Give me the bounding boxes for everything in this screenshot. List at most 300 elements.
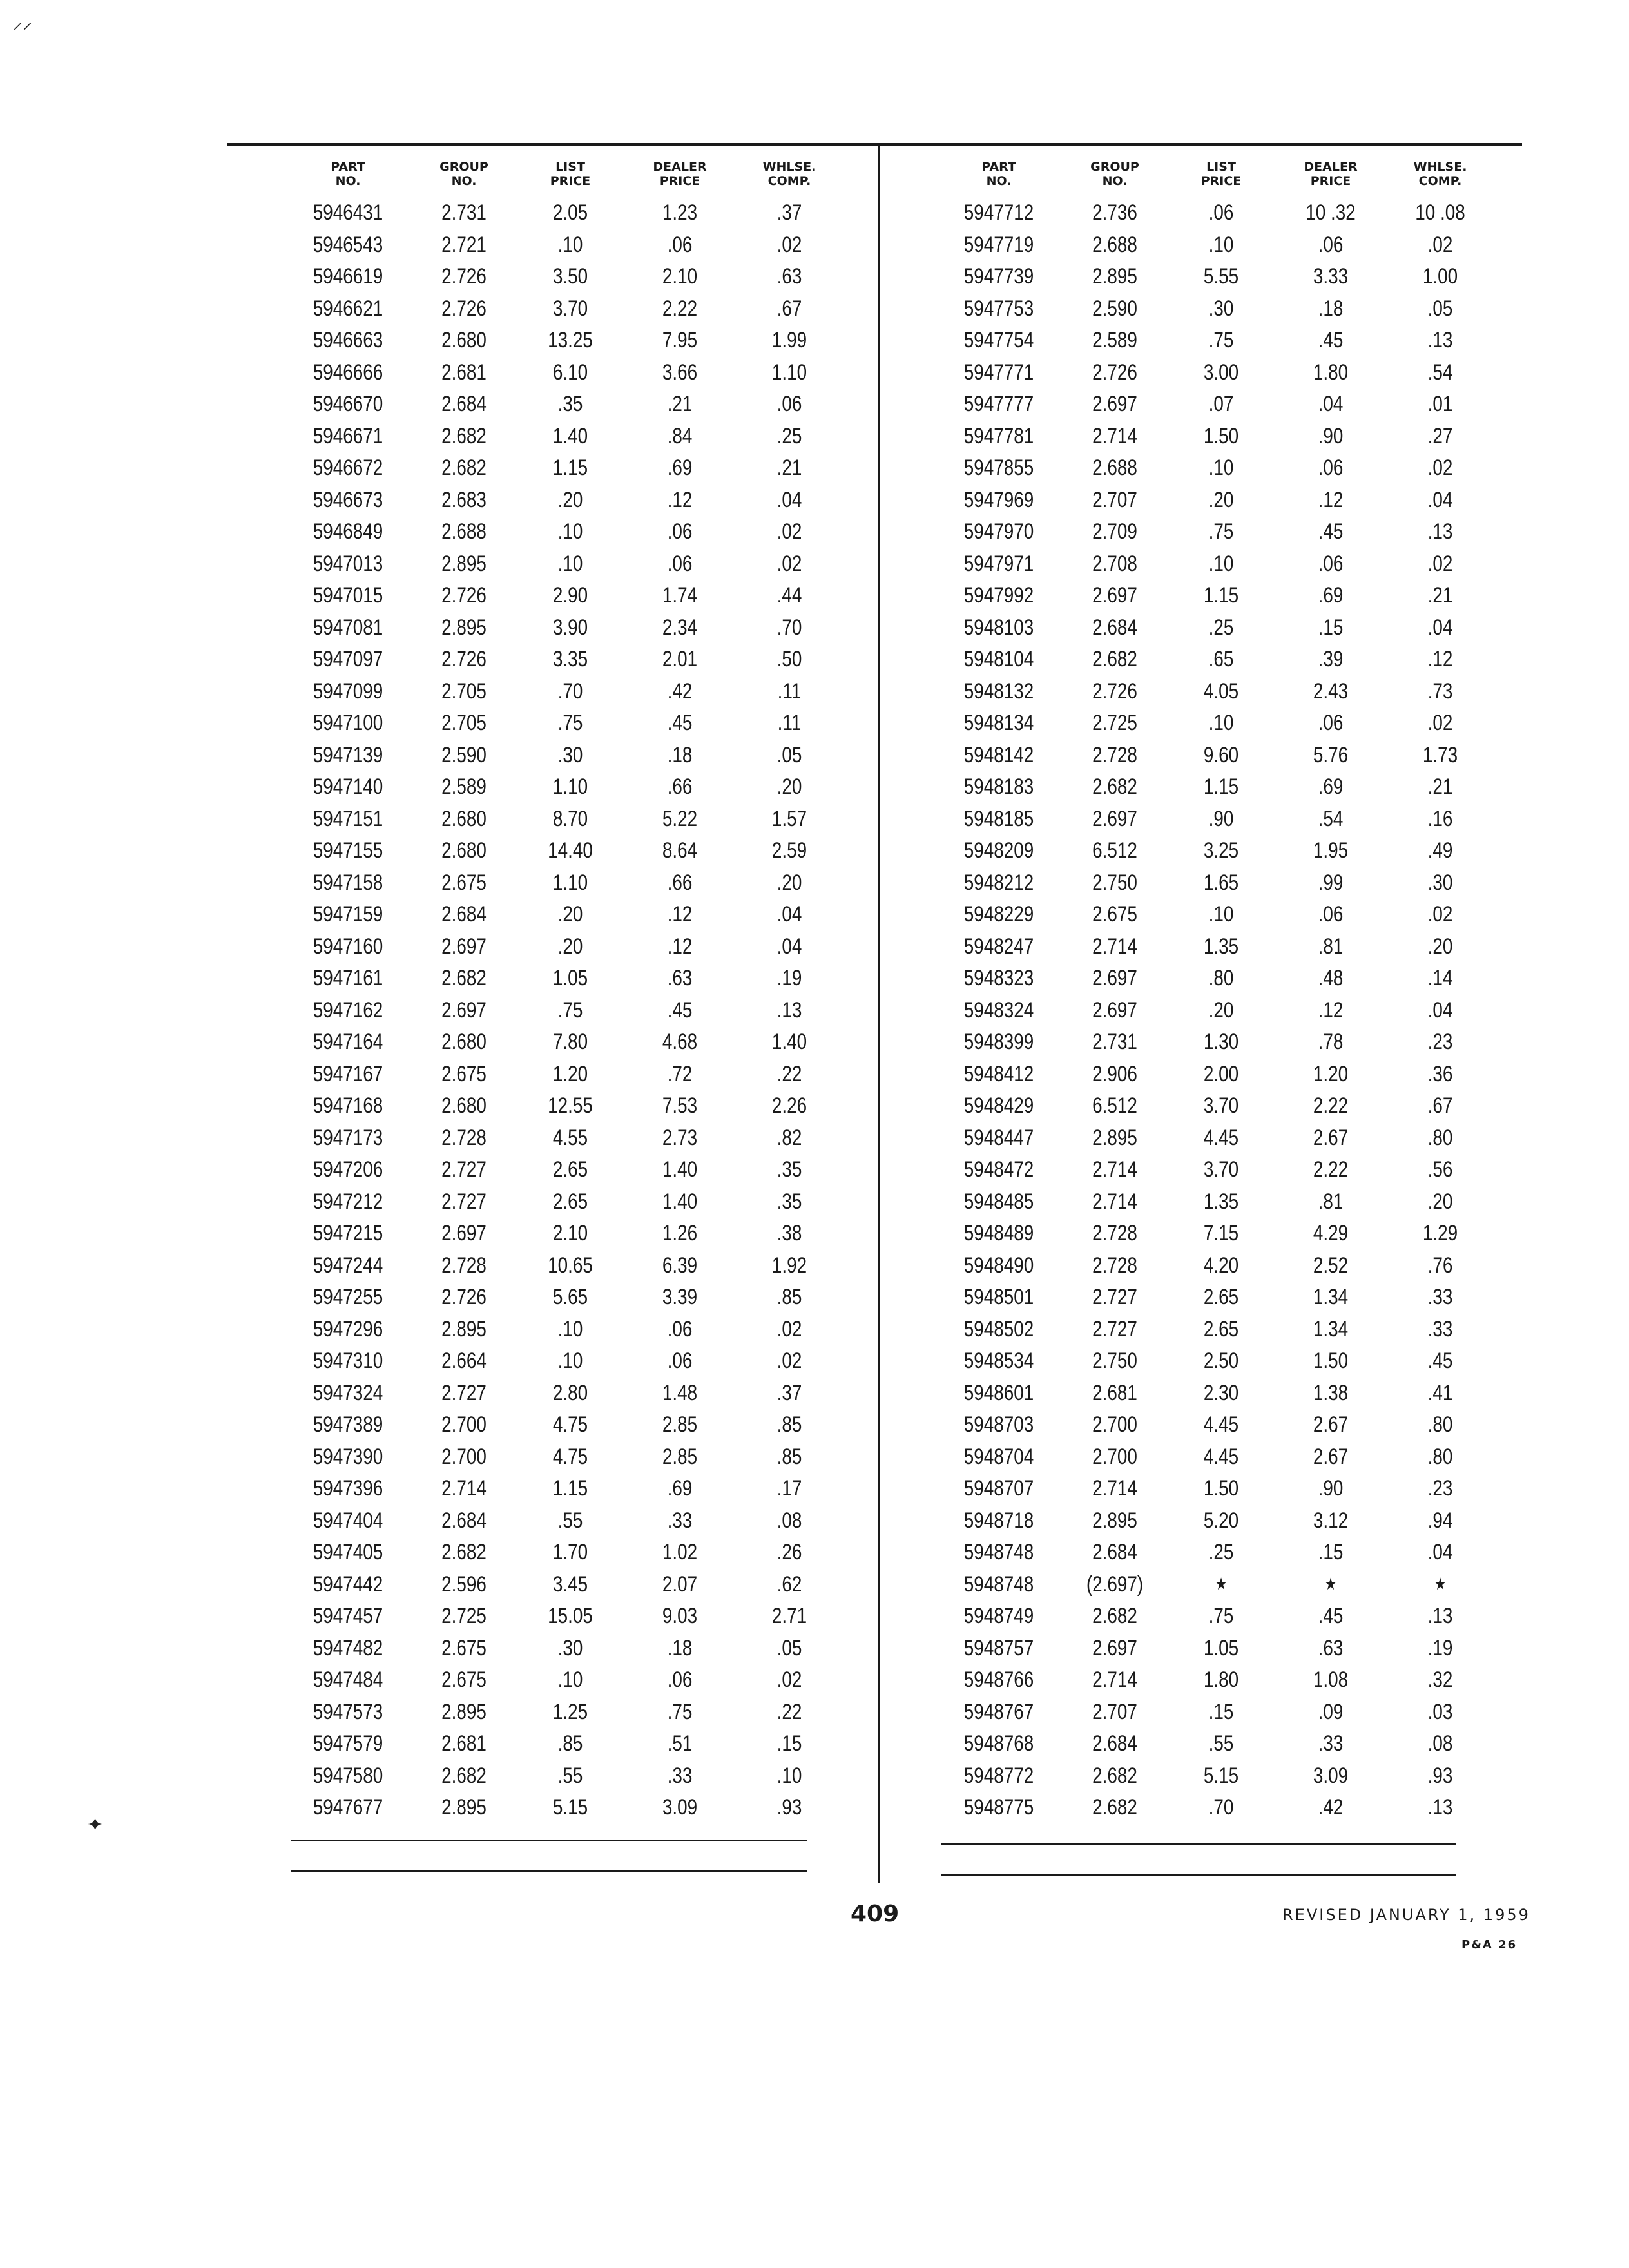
- cell-list: .20: [1208, 997, 1234, 1023]
- cell-whlse: .27: [1427, 423, 1453, 448]
- cell-whlse: .04: [1427, 1540, 1453, 1565]
- cell-list: 1.30: [1203, 1030, 1239, 1055]
- cell-group: 2.697: [1092, 806, 1137, 831]
- cell-whlse: .44: [776, 583, 802, 608]
- cell-dealer: .09: [1318, 1699, 1344, 1724]
- table-row: [934, 1345, 1495, 1378]
- cell-whlse: .05: [776, 1635, 802, 1660]
- cell-group: 2.682: [1092, 774, 1137, 800]
- cell-list: .30: [1208, 296, 1234, 321]
- cell-list: 13.25: [548, 328, 593, 353]
- left-price-table: [284, 149, 844, 1824]
- cell-list: .75: [557, 711, 583, 736]
- table-row: [284, 293, 844, 325]
- cell-list: 12.55: [548, 1093, 593, 1119]
- cell-part: 5947404: [313, 1508, 383, 1533]
- table-row: [934, 293, 1495, 325]
- column-divider: [878, 143, 880, 1883]
- cell-part: 5947719: [963, 232, 1034, 257]
- cell-list: 1.50: [1203, 1476, 1239, 1501]
- cell-group: 2.682: [1092, 1604, 1137, 1629]
- cell-part: 5946663: [313, 328, 383, 353]
- cell-part: 5947712: [963, 200, 1034, 226]
- table-row: [284, 803, 844, 836]
- cell-whlse: .02: [1427, 456, 1453, 481]
- cell-group: 2.682: [441, 1540, 487, 1565]
- cell-part: 5948142: [963, 742, 1034, 767]
- cell-group: 2.707: [1092, 1699, 1137, 1724]
- cell-group: (2.697): [1086, 1571, 1144, 1597]
- table-row: [284, 1378, 844, 1410]
- cell-dealer: .69: [667, 456, 693, 481]
- cell-whlse: .25: [776, 423, 802, 448]
- cell-dealer: .06: [1318, 551, 1344, 576]
- section-code: P&A 26: [1461, 1938, 1518, 1952]
- cell-part: 5948749: [963, 1604, 1034, 1629]
- cell-list: 5.20: [1203, 1508, 1239, 1533]
- table-row: [284, 197, 844, 229]
- cell-dealer: .39: [1318, 647, 1344, 672]
- cell-list: .20: [557, 934, 583, 959]
- revision-date: REVISED JANUARY 1, 1959: [1282, 1906, 1530, 1924]
- cell-part: 5948534: [963, 1349, 1034, 1374]
- cell-dealer: .42: [667, 678, 693, 704]
- header-whlse-comp: WHLSE. COMP.: [1413, 160, 1467, 188]
- cell-part: 5948489: [963, 1221, 1034, 1246]
- table-row: [934, 197, 1495, 229]
- cell-list: 4.55: [552, 1125, 588, 1150]
- cell-whlse: .14: [1427, 966, 1453, 991]
- cell-dealer: 2.22: [1313, 1157, 1349, 1182]
- cell-list: 2.10: [552, 1221, 588, 1246]
- cell-part: 5946673: [313, 487, 383, 512]
- cell-group: 2.700: [441, 1444, 487, 1469]
- cell-dealer: 1.40: [662, 1157, 698, 1182]
- cell-part: 5948707: [963, 1476, 1034, 1501]
- cell-group: 2.684: [1092, 615, 1137, 640]
- cell-group: 2.697: [1092, 392, 1137, 417]
- cell-part: 5948704: [963, 1444, 1034, 1469]
- header-group-no: GROUP NO.: [439, 160, 488, 188]
- cell-list: 2.80: [552, 1380, 588, 1405]
- cell-whlse: .26: [776, 1540, 802, 1565]
- cell-whlse: 10 .08: [1415, 200, 1465, 226]
- cell-list: 1.05: [552, 966, 588, 991]
- cell-whlse: .19: [1427, 1635, 1453, 1660]
- cell-whlse: .13: [776, 997, 802, 1023]
- cell-list: 8.70: [552, 806, 588, 831]
- cell-whlse: 1.29: [1422, 1221, 1458, 1246]
- table-row: [284, 707, 844, 740]
- cell-dealer: .45: [667, 711, 693, 736]
- cell-dealer: .45: [1318, 328, 1344, 353]
- cell-list: .10: [557, 551, 583, 576]
- cell-dealer: .06: [1318, 456, 1344, 481]
- cell-part: 5947971: [963, 551, 1034, 576]
- cell-group: 2.714: [1092, 1157, 1137, 1182]
- table-row: [934, 1282, 1495, 1314]
- cell-dealer: .69: [1318, 583, 1344, 608]
- table-row: [284, 325, 844, 357]
- cell-group: 2.709: [1092, 519, 1137, 544]
- cell-list: 2.65: [1203, 1316, 1239, 1341]
- cell-group: 2.590: [1092, 296, 1137, 321]
- cell-group: 2.682: [1092, 1795, 1137, 1820]
- header-list-price: LIST PRICE: [1200, 160, 1242, 188]
- cell-group: 2.727: [441, 1157, 487, 1182]
- table-row: [934, 1696, 1495, 1729]
- cell-group: 2.714: [1092, 1667, 1137, 1693]
- table-row: [934, 1314, 1495, 1346]
- cell-group: 2.682: [1092, 647, 1137, 672]
- cell-group: 2.726: [1092, 360, 1137, 385]
- cell-part: 5947173: [313, 1125, 383, 1150]
- cell-part: 5947970: [963, 519, 1034, 544]
- cell-dealer: .45: [1318, 1604, 1344, 1629]
- cell-whlse: .49: [1427, 838, 1453, 863]
- table-row: [284, 1090, 844, 1122]
- table-row: [284, 1569, 844, 1601]
- cell-whlse: .73: [1427, 678, 1453, 704]
- cell-group: 2.714: [1092, 1476, 1137, 1501]
- cell-group: 2.728: [441, 1125, 487, 1150]
- cell-list: 2.90: [552, 583, 588, 608]
- cell-part: 5948429: [963, 1093, 1034, 1119]
- cell-whlse: .02: [776, 232, 802, 257]
- cell-group: 2.707: [1092, 487, 1137, 512]
- cell-part: 5947097: [313, 647, 383, 672]
- cell-dealer: .63: [667, 966, 693, 991]
- cell-list: 1.80: [1203, 1667, 1239, 1693]
- cell-list: .65: [1208, 647, 1234, 672]
- table-row: [284, 1728, 844, 1760]
- table-row: [284, 740, 844, 772]
- cell-part: 5947013: [313, 551, 383, 576]
- cell-part: 5947164: [313, 1030, 383, 1055]
- header-dealer-price: DEALER PRICE: [653, 160, 707, 188]
- cell-whlse: .04: [776, 934, 802, 959]
- cell-part: 5947573: [313, 1699, 383, 1724]
- table-row: [284, 1218, 844, 1250]
- header-part-no: PART NO.: [981, 160, 1016, 188]
- cell-part: 5948399: [963, 1030, 1034, 1055]
- cell-dealer: .04: [1318, 392, 1344, 417]
- cell-group: 2.682: [441, 1763, 487, 1788]
- table-row: [934, 963, 1495, 995]
- cell-list: .70: [1208, 1795, 1234, 1820]
- cell-dealer: .81: [1318, 1189, 1344, 1214]
- cell-part: 5948601: [963, 1380, 1034, 1405]
- cell-list: 1.15: [1203, 774, 1239, 800]
- table-row: [934, 261, 1495, 293]
- cell-whlse: .15: [776, 1731, 802, 1756]
- table-row: [934, 421, 1495, 453]
- cell-part: 5947781: [963, 423, 1034, 448]
- table-row: [284, 1664, 844, 1696]
- table-row: [284, 452, 844, 485]
- cell-list: .10: [557, 232, 583, 257]
- cell-group: 2.895: [441, 551, 487, 576]
- cell-dealer: 1.40: [662, 1189, 698, 1214]
- cell-dealer: 1.50: [1313, 1349, 1349, 1374]
- table-row: [934, 580, 1495, 612]
- cell-dealer: 1.23: [662, 200, 698, 226]
- table-row: [284, 1059, 844, 1091]
- table-row: [934, 1218, 1495, 1250]
- cell-whlse: .33: [1427, 1285, 1453, 1310]
- cell-group: 2.688: [441, 519, 487, 544]
- cell-dealer: 2.67: [1313, 1444, 1349, 1469]
- cell-dealer: 5.22: [662, 806, 698, 831]
- cell-dealer: .06: [1318, 711, 1344, 736]
- cell-list: 4.20: [1203, 1253, 1239, 1278]
- table-row: [284, 421, 844, 453]
- table-row: [284, 1026, 844, 1059]
- cell-list: .20: [1208, 487, 1234, 512]
- cell-list: 2.65: [552, 1157, 588, 1182]
- cell-group: 2.736: [1092, 200, 1137, 226]
- cell-list: .30: [557, 1635, 583, 1660]
- cell-whlse: .54: [1427, 360, 1453, 385]
- cell-part: 5947580: [313, 1763, 383, 1788]
- cell-dealer: 7.95: [662, 328, 698, 353]
- cell-whlse: .93: [1427, 1763, 1453, 1788]
- table-row: [934, 835, 1495, 867]
- cell-part: 5947992: [963, 583, 1034, 608]
- cell-group: 2.697: [1092, 997, 1137, 1023]
- cell-group: 2.906: [1092, 1061, 1137, 1086]
- cell-whlse: .37: [776, 1380, 802, 1405]
- table-row: [934, 1378, 1495, 1410]
- cell-dealer: 2.43: [1313, 678, 1349, 704]
- cell-whlse: .20: [1427, 934, 1453, 959]
- cell-group: 2.727: [1092, 1316, 1137, 1341]
- table-row: [934, 1441, 1495, 1474]
- table-row: [934, 1792, 1495, 1824]
- cell-whlse: 2.59: [771, 838, 807, 863]
- scan-mark: ⸝⸝: [13, 11, 32, 34]
- cell-whlse: .35: [776, 1157, 802, 1182]
- cell-group: 2.726: [441, 1285, 487, 1310]
- cell-group: 2.726: [441, 264, 487, 289]
- table-row: [284, 995, 844, 1027]
- table-row: [284, 261, 844, 293]
- cell-part: 5947753: [963, 296, 1034, 321]
- cell-dealer: .12: [1318, 487, 1344, 512]
- cell-group: 2.688: [1092, 232, 1137, 257]
- cell-dealer: .06: [1318, 902, 1344, 927]
- cell-list: 1.70: [552, 1540, 588, 1565]
- cell-part: 5946672: [313, 456, 383, 481]
- cell-part: 5947484: [313, 1667, 383, 1693]
- cell-dealer: 3.33: [1313, 264, 1349, 289]
- cell-group: 2.684: [441, 1508, 487, 1533]
- cell-whlse: .35: [776, 1189, 802, 1214]
- cell-part: 5948185: [963, 806, 1034, 831]
- cell-part: 5948104: [963, 647, 1034, 672]
- cell-whlse: .21: [1427, 774, 1453, 800]
- cell-dealer: .12: [667, 487, 693, 512]
- cell-whlse: 1.40: [771, 1030, 807, 1055]
- cell-whlse: .50: [776, 647, 802, 672]
- cell-whlse: .22: [776, 1061, 802, 1086]
- cell-part: 5947396: [313, 1476, 383, 1501]
- cell-list: .75: [1208, 1604, 1234, 1629]
- cell-list: 5.15: [1203, 1763, 1239, 1788]
- cell-whlse: .17: [776, 1476, 802, 1501]
- cell-dealer: .06: [667, 1316, 693, 1341]
- table-row: [284, 1505, 844, 1537]
- cell-whlse: .82: [776, 1125, 802, 1150]
- cell-group: 2.895: [1092, 1508, 1137, 1533]
- cell-list: .55: [1208, 1731, 1234, 1756]
- cell-whlse: .94: [1427, 1508, 1453, 1533]
- cell-part: 5947244: [313, 1253, 383, 1278]
- cell-list: 14.40: [548, 838, 593, 863]
- cell-part: 5947140: [313, 774, 383, 800]
- cell-dealer: .06: [1318, 232, 1344, 257]
- cell-dealer: .42: [1318, 1795, 1344, 1820]
- cell-part: 5947677: [313, 1795, 383, 1820]
- cell-whlse: .13: [1427, 519, 1453, 544]
- cell-list: .75: [557, 997, 583, 1023]
- cell-dealer: 4.29: [1313, 1221, 1349, 1246]
- cell-part: 5946849: [313, 519, 383, 544]
- cell-part: 5947482: [313, 1635, 383, 1660]
- table-row: [934, 612, 1495, 644]
- cell-whlse: .02: [1427, 711, 1453, 736]
- cell-whlse: .08: [1427, 1731, 1453, 1756]
- cell-part: 5947162: [313, 997, 383, 1023]
- cell-group: 2.895: [441, 615, 487, 640]
- cell-whlse: .20: [776, 774, 802, 800]
- bottom-rule-right-2: [941, 1874, 1456, 1876]
- cell-part: 5947100: [313, 711, 383, 736]
- cell-group: 2.725: [1092, 711, 1137, 736]
- cell-list: 1.50: [1203, 423, 1239, 448]
- cell-list: 10.65: [548, 1253, 593, 1278]
- cell-dealer: 1.08: [1313, 1667, 1349, 1693]
- cell-part: 5947771: [963, 360, 1034, 385]
- cell-list: .90: [1208, 806, 1234, 831]
- cell-dealer: 8.64: [662, 838, 698, 863]
- cell-group: 2.728: [1092, 1221, 1137, 1246]
- table-row: [284, 931, 844, 963]
- header-dealer-price: DEALER PRICE: [1304, 160, 1358, 188]
- cell-part: 5948323: [963, 966, 1034, 991]
- cell-dealer: .33: [667, 1508, 693, 1533]
- cell-group: 2.700: [441, 1412, 487, 1437]
- table-row: [284, 1282, 844, 1314]
- cell-whlse: .85: [776, 1285, 802, 1310]
- table-row: [934, 676, 1495, 708]
- cell-part: 5948775: [963, 1795, 1034, 1820]
- cell-whlse: .08: [776, 1508, 802, 1533]
- cell-list: .20: [557, 487, 583, 512]
- cell-list: 2.50: [1203, 1349, 1239, 1374]
- table-row: [934, 867, 1495, 899]
- cell-part: 5948229: [963, 902, 1034, 927]
- cell-group: 2.675: [441, 1635, 487, 1660]
- cell-dealer: 4.68: [662, 1030, 698, 1055]
- cell-dealer: .33: [1318, 1731, 1344, 1756]
- cell-whlse: .32: [1427, 1667, 1453, 1693]
- cell-part: 5947969: [963, 487, 1034, 512]
- cell-dealer: .18: [1318, 296, 1344, 321]
- cell-list: 1.40: [552, 423, 588, 448]
- cell-part: 5948485: [963, 1189, 1034, 1214]
- cell-dealer: .21: [667, 392, 693, 417]
- cell-part: 5947015: [313, 583, 383, 608]
- cell-list: .10: [1208, 551, 1234, 576]
- cell-part: 5946670: [313, 392, 383, 417]
- cell-list: 7.80: [552, 1030, 588, 1055]
- cell-part: 5947754: [963, 328, 1034, 353]
- cell-part: 5946671: [313, 423, 383, 448]
- cell-part: 5948132: [963, 678, 1034, 704]
- cell-dealer: 2.07: [662, 1571, 698, 1597]
- cell-whlse: .80: [1427, 1125, 1453, 1150]
- cell-group: 2.684: [1092, 1540, 1137, 1565]
- left-table-body: [284, 197, 844, 1824]
- cell-list: 3.90: [552, 615, 588, 640]
- cell-part: 5947255: [313, 1285, 383, 1310]
- table-row: [284, 867, 844, 899]
- cell-dealer: .15: [1318, 615, 1344, 640]
- table-row: [934, 1186, 1495, 1218]
- cell-list: .10: [1208, 902, 1234, 927]
- cell-group: 2.697: [441, 1221, 487, 1246]
- cell-list: 5.65: [552, 1285, 588, 1310]
- cell-dealer: 10 .32: [1306, 200, 1356, 226]
- cell-dealer: .72: [667, 1061, 693, 1086]
- table-row: [284, 1600, 844, 1633]
- cell-group: 2.697: [441, 997, 487, 1023]
- cell-dealer: .06: [667, 551, 693, 576]
- cell-dealer: 1.80: [1313, 360, 1349, 385]
- table-row: [934, 1250, 1495, 1282]
- cell-whlse: .80: [1427, 1412, 1453, 1437]
- cell-whlse: .36: [1427, 1061, 1453, 1086]
- cell-list: .06: [1208, 200, 1234, 226]
- cell-list: 1.65: [1203, 870, 1239, 895]
- cell-whlse: 1.92: [771, 1253, 807, 1278]
- table-row: [934, 931, 1495, 963]
- cell-list: 6.10: [552, 360, 588, 385]
- cell-group: 2.895: [1092, 1125, 1137, 1150]
- cell-whlse: .03: [1427, 1699, 1453, 1724]
- cell-group: 2.682: [1092, 1763, 1137, 1788]
- table-row: [934, 548, 1495, 581]
- cell-part: 5948324: [963, 997, 1034, 1023]
- cell-whlse: 2.71: [771, 1604, 807, 1629]
- cell-list: 2.65: [552, 1189, 588, 1214]
- cell-part: 5948718: [963, 1508, 1034, 1533]
- cell-list: 1.35: [1203, 934, 1239, 959]
- cell-list: .10: [557, 519, 583, 544]
- bottom-rule-left-1: [291, 1840, 807, 1841]
- table-row: [934, 1569, 1495, 1601]
- cell-list: .10: [1208, 711, 1234, 736]
- cell-list: 9.60: [1203, 742, 1239, 767]
- cell-group: 2.675: [441, 1667, 487, 1693]
- cell-whlse: .02: [776, 1349, 802, 1374]
- cell-list: 3.70: [552, 296, 588, 321]
- cell-whlse: .37: [776, 200, 802, 226]
- table-row: [934, 1505, 1495, 1537]
- cell-dealer: ★: [1324, 1575, 1337, 1595]
- cell-list: .07: [1208, 392, 1234, 417]
